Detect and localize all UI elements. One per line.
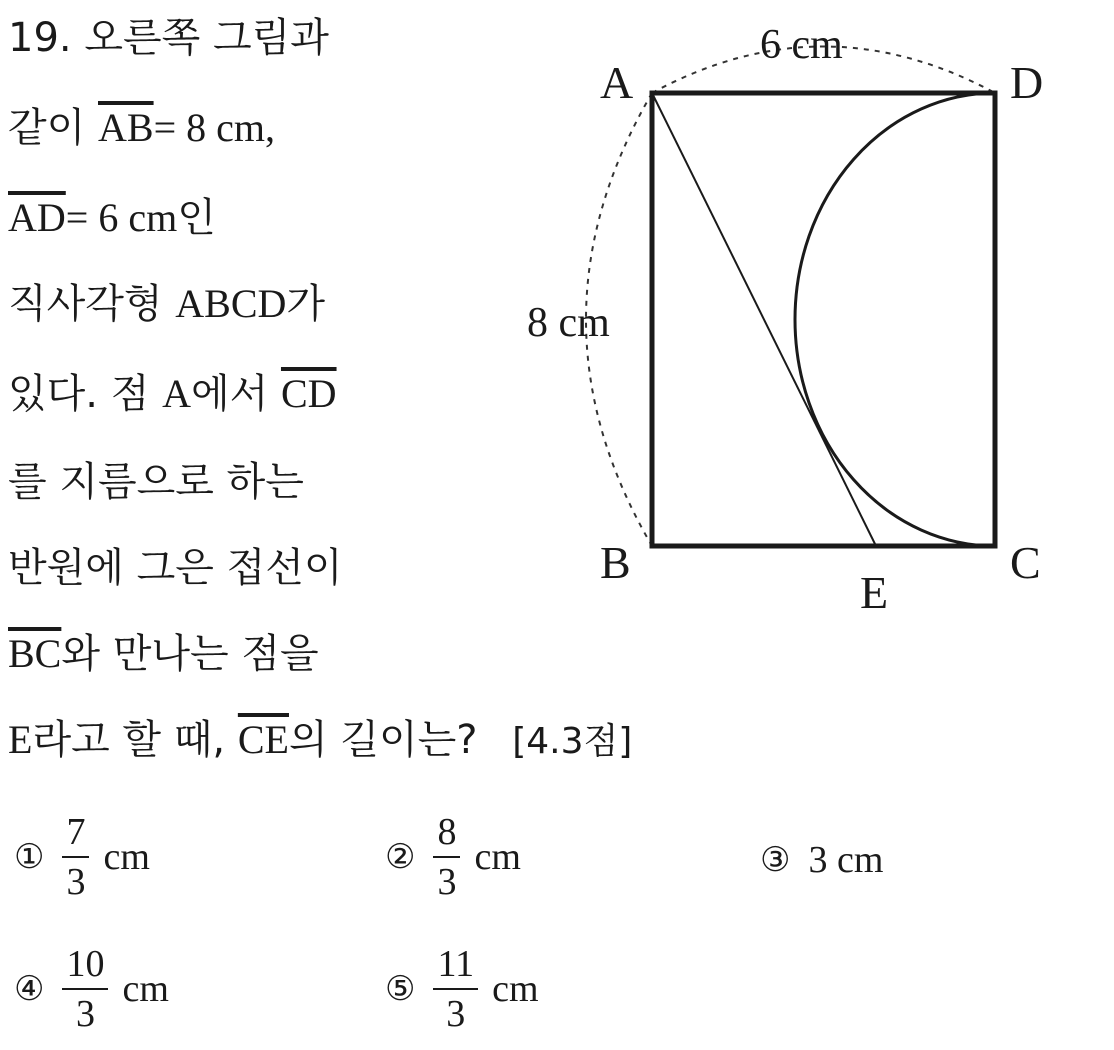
fraction (62, 812, 89, 902)
choice-1[interactable] (14, 812, 150, 902)
unit: cm (474, 836, 521, 878)
unit: cm (103, 836, 150, 878)
segment-ab: $\overline{AB}$ (98, 105, 154, 150)
question-text: 오른쪽 그림과 (84, 15, 329, 61)
label-ad-length: 6 cm (760, 22, 843, 68)
segment-cd: $\overline{CD}$ (280, 371, 337, 416)
denominator: 3 (446, 993, 466, 1035)
question-text: 라고 할 때, (32, 717, 238, 763)
choice-5[interactable] (385, 944, 539, 1034)
segment-ce: $\overline{CE}$ (237, 717, 289, 762)
question-text: 를 지름으로 하는 (8, 459, 304, 505)
rectangle-name: ABCD (175, 281, 287, 326)
question-text: 같이 (8, 105, 98, 151)
rectangle-abcd (652, 93, 995, 546)
denominator: 3 (66, 861, 86, 903)
vertex-d-label: D (1010, 57, 1044, 108)
fraction (62, 944, 108, 1034)
numerator: 8 (433, 812, 460, 858)
numerator: 7 (62, 812, 89, 858)
choice-marker: ① (14, 837, 45, 877)
points-badge: [4.3점] (512, 721, 633, 762)
question-text: 와 만나는 점을 (61, 631, 319, 677)
choice-value: 3 cm (808, 839, 884, 881)
fraction (433, 944, 478, 1034)
choice-2[interactable] (385, 812, 521, 902)
question-text: 있다. 점 (8, 371, 163, 417)
numerator: 11 (433, 944, 478, 990)
numerator: 10 (62, 944, 108, 990)
segment-bc: $\overline{BC}$ (8, 631, 62, 676)
point-e-label: E (860, 567, 889, 618)
denominator: 3 (75, 993, 95, 1035)
segment-ad: $\overline{AD}$ (8, 195, 66, 240)
point-e: E (8, 717, 33, 762)
question-text: 가 (286, 281, 326, 327)
denominator: 3 (437, 861, 457, 903)
vertex-a-label: A (600, 57, 634, 108)
question-line-8 (8, 630, 319, 678)
choice-3[interactable] (760, 838, 883, 882)
choice-marker: ③ (760, 840, 791, 880)
question-line-9 (8, 716, 632, 766)
label-ab-length: 8 cm (527, 300, 610, 346)
choice-marker: ⑤ (385, 969, 416, 1009)
choice-marker: ② (385, 837, 416, 877)
vertex-b-label: B (600, 537, 631, 588)
tangent-line-ae (652, 93, 876, 546)
question-text: 반원에 그은 접선이 (8, 545, 343, 591)
unit: cm (492, 968, 539, 1010)
question-number: 19. (8, 15, 72, 61)
question-text: = 8 cm, (153, 105, 276, 150)
question-text: 에서 (190, 371, 281, 417)
question-text: 직사각형 (8, 281, 176, 327)
point-a: A (162, 371, 191, 416)
question-text: 의 길이는? (288, 717, 478, 763)
semicircle (795, 93, 995, 546)
unit: cm (122, 968, 169, 1010)
vertex-c-label: C (1010, 537, 1041, 588)
fraction (433, 812, 460, 902)
question-text: = 6 cm인 (65, 195, 216, 240)
choice-4[interactable] (14, 944, 169, 1034)
choice-marker: ④ (14, 969, 45, 1009)
